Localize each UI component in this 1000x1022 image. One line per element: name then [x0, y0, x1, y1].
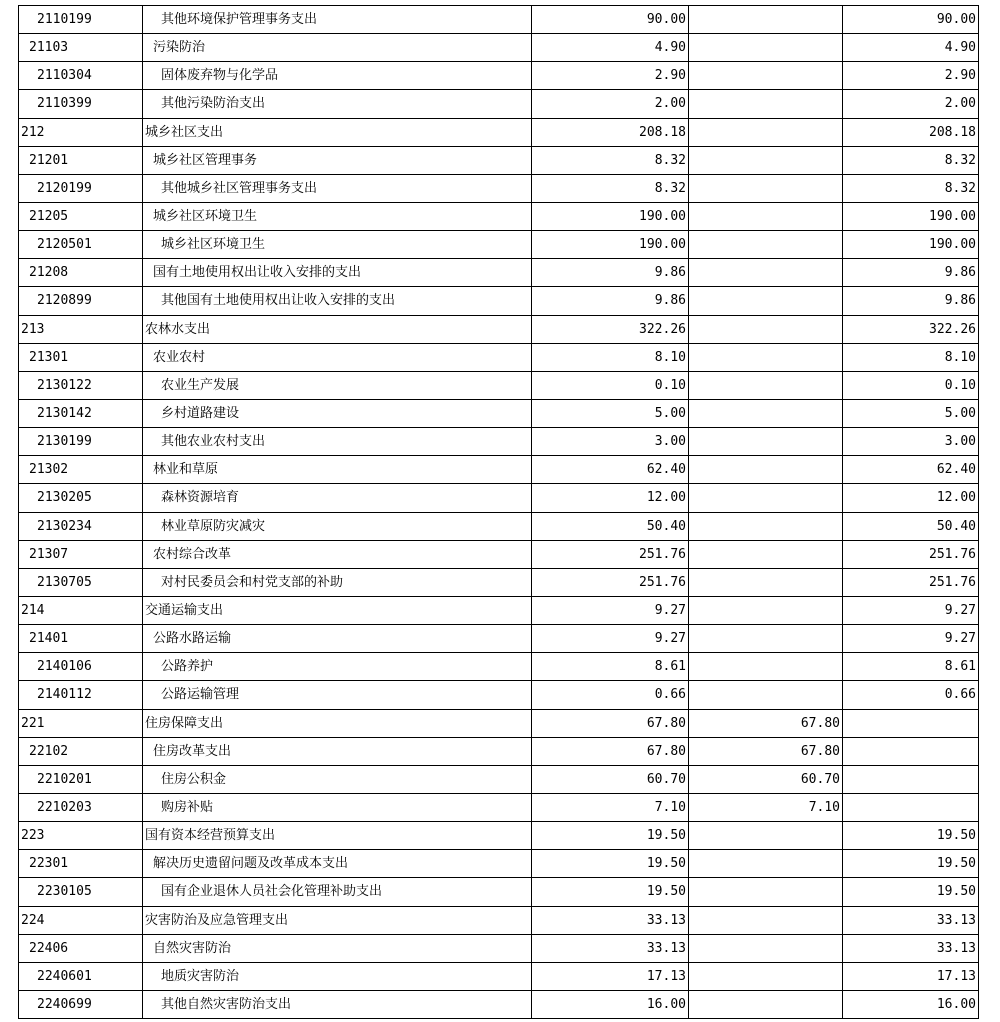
account-name-cell: 城乡社区支出	[143, 118, 532, 146]
basic-expenditure-cell	[689, 456, 843, 484]
basic-expenditure-cell: 67.80	[689, 709, 843, 737]
table-row	[19, 962, 979, 990]
basic-expenditure-cell	[689, 428, 843, 456]
account-name-cell: 乡村道路建设	[143, 399, 532, 427]
account-name-cell: 自然灾害防治	[143, 934, 532, 962]
project-expenditure-cell: 5.00	[843, 399, 979, 427]
table-row	[19, 793, 979, 821]
account-name-cell: 其他农业农村支出	[143, 428, 532, 456]
project-expenditure-cell: 208.18	[843, 118, 979, 146]
table-row	[19, 399, 979, 427]
total-amount-cell: 19.50	[532, 822, 689, 850]
account-code-cell: 214	[19, 596, 143, 624]
project-expenditure-cell: 33.13	[843, 934, 979, 962]
table-row	[19, 287, 979, 315]
table-row	[19, 315, 979, 343]
total-amount-cell: 0.66	[532, 681, 689, 709]
account-code-cell: 2230105	[19, 878, 143, 906]
account-code-cell: 22301	[19, 850, 143, 878]
table-row	[19, 34, 979, 62]
total-amount-cell: 0.10	[532, 371, 689, 399]
account-code-cell: 2110399	[19, 90, 143, 118]
total-amount-cell: 7.10	[532, 793, 689, 821]
project-expenditure-cell: 9.86	[843, 287, 979, 315]
total-amount-cell: 3.00	[532, 428, 689, 456]
table-row	[19, 512, 979, 540]
account-name-cell: 公路养护	[143, 653, 532, 681]
basic-expenditure-cell	[689, 962, 843, 990]
project-expenditure-cell	[843, 709, 979, 737]
account-code-cell: 21201	[19, 146, 143, 174]
project-expenditure-cell: 19.50	[843, 822, 979, 850]
table-row	[19, 456, 979, 484]
table-row	[19, 568, 979, 596]
account-name-cell: 购房补贴	[143, 793, 532, 821]
account-name-cell: 解决历史遗留问题及改革成本支出	[143, 850, 532, 878]
basic-expenditure-cell	[689, 934, 843, 962]
basic-expenditure-cell	[689, 681, 843, 709]
account-code-cell: 2120199	[19, 174, 143, 202]
account-name-cell: 住房公积金	[143, 765, 532, 793]
table-row	[19, 765, 979, 793]
account-code-cell: 22102	[19, 737, 143, 765]
account-name-cell: 其他污染防治支出	[143, 90, 532, 118]
project-expenditure-cell: 17.13	[843, 962, 979, 990]
project-expenditure-cell: 4.90	[843, 34, 979, 62]
basic-expenditure-cell	[689, 62, 843, 90]
account-name-cell: 森林资源培育	[143, 484, 532, 512]
total-amount-cell: 16.00	[532, 990, 689, 1018]
project-expenditure-cell: 251.76	[843, 540, 979, 568]
total-amount-cell: 9.86	[532, 287, 689, 315]
table-row	[19, 625, 979, 653]
basic-expenditure-cell	[689, 878, 843, 906]
project-expenditure-cell: 19.50	[843, 850, 979, 878]
basic-expenditure-cell	[689, 6, 843, 34]
account-code-cell: 213	[19, 315, 143, 343]
total-amount-cell: 33.13	[532, 906, 689, 934]
total-amount-cell: 12.00	[532, 484, 689, 512]
project-expenditure-cell: 8.32	[843, 146, 979, 174]
project-expenditure-cell: 90.00	[843, 6, 979, 34]
table-row	[19, 681, 979, 709]
total-amount-cell: 33.13	[532, 934, 689, 962]
project-expenditure-cell: 2.90	[843, 62, 979, 90]
account-name-cell: 国有资本经营预算支出	[143, 822, 532, 850]
table-row	[19, 737, 979, 765]
account-code-cell: 2120501	[19, 231, 143, 259]
account-name-cell: 农业农村	[143, 343, 532, 371]
total-amount-cell: 60.70	[532, 765, 689, 793]
project-expenditure-cell: 8.61	[843, 653, 979, 681]
account-code-cell: 2130199	[19, 428, 143, 456]
account-code-cell: 21302	[19, 456, 143, 484]
account-code-cell: 21307	[19, 540, 143, 568]
basic-expenditure-cell	[689, 625, 843, 653]
account-code-cell: 2110304	[19, 62, 143, 90]
basic-expenditure-cell	[689, 371, 843, 399]
account-code-cell: 22406	[19, 934, 143, 962]
basic-expenditure-cell	[689, 34, 843, 62]
account-code-cell: 2140112	[19, 681, 143, 709]
account-code-cell: 2130205	[19, 484, 143, 512]
total-amount-cell: 4.90	[532, 34, 689, 62]
account-code-cell: 2130705	[19, 568, 143, 596]
budget-expenditure-table	[18, 5, 979, 1019]
basic-expenditure-cell	[689, 315, 843, 343]
project-expenditure-cell: 190.00	[843, 202, 979, 230]
account-name-cell: 灾害防治及应急管理支出	[143, 906, 532, 934]
table-row	[19, 934, 979, 962]
account-name-cell: 地质灾害防治	[143, 962, 532, 990]
table-row	[19, 343, 979, 371]
account-name-cell: 住房改革支出	[143, 737, 532, 765]
total-amount-cell: 62.40	[532, 456, 689, 484]
project-expenditure-cell: 12.00	[843, 484, 979, 512]
table-row	[19, 878, 979, 906]
project-expenditure-cell: 0.10	[843, 371, 979, 399]
table-row	[19, 822, 979, 850]
account-code-cell: 2210201	[19, 765, 143, 793]
basic-expenditure-cell	[689, 287, 843, 315]
basic-expenditure-cell	[689, 231, 843, 259]
project-expenditure-cell: 251.76	[843, 568, 979, 596]
account-name-cell: 城乡社区环境卫生	[143, 202, 532, 230]
account-name-cell: 农村综合改革	[143, 540, 532, 568]
project-expenditure-cell	[843, 793, 979, 821]
basic-expenditure-cell	[689, 596, 843, 624]
table-row	[19, 990, 979, 1018]
account-name-cell: 林业草原防灾减灾	[143, 512, 532, 540]
table-row	[19, 653, 979, 681]
total-amount-cell: 208.18	[532, 118, 689, 146]
account-name-cell: 公路水路运输	[143, 625, 532, 653]
table-row	[19, 231, 979, 259]
table-row	[19, 6, 979, 34]
account-code-cell: 2130122	[19, 371, 143, 399]
basic-expenditure-cell	[689, 822, 843, 850]
table-row	[19, 90, 979, 118]
account-name-cell: 城乡社区管理事务	[143, 146, 532, 174]
project-expenditure-cell	[843, 765, 979, 793]
account-code-cell: 2210203	[19, 793, 143, 821]
basic-expenditure-cell	[689, 484, 843, 512]
account-code-cell: 224	[19, 906, 143, 934]
account-code-cell: 2120899	[19, 287, 143, 315]
account-code-cell: 21205	[19, 202, 143, 230]
total-amount-cell: 90.00	[532, 6, 689, 34]
total-amount-cell: 2.00	[532, 90, 689, 118]
total-amount-cell: 9.86	[532, 259, 689, 287]
total-amount-cell: 8.10	[532, 343, 689, 371]
project-expenditure-cell: 322.26	[843, 315, 979, 343]
account-name-cell: 国有土地使用权出让收入安排的支出	[143, 259, 532, 287]
table-row	[19, 371, 979, 399]
project-expenditure-cell: 9.27	[843, 596, 979, 624]
account-code-cell: 212	[19, 118, 143, 146]
basic-expenditure-cell	[689, 990, 843, 1018]
table-row	[19, 202, 979, 230]
total-amount-cell: 2.90	[532, 62, 689, 90]
total-amount-cell: 19.50	[532, 850, 689, 878]
account-code-cell: 2130142	[19, 399, 143, 427]
total-amount-cell: 322.26	[532, 315, 689, 343]
basic-expenditure-cell	[689, 906, 843, 934]
total-amount-cell: 50.40	[532, 512, 689, 540]
project-expenditure-cell: 8.32	[843, 174, 979, 202]
account-name-cell: 农林水支出	[143, 315, 532, 343]
project-expenditure-cell: 0.66	[843, 681, 979, 709]
project-expenditure-cell: 2.00	[843, 90, 979, 118]
total-amount-cell: 251.76	[532, 568, 689, 596]
basic-expenditure-cell	[689, 118, 843, 146]
basic-expenditure-cell	[689, 146, 843, 174]
account-code-cell: 2110199	[19, 6, 143, 34]
basic-expenditure-cell	[689, 850, 843, 878]
table-row	[19, 709, 979, 737]
total-amount-cell: 67.80	[532, 709, 689, 737]
total-amount-cell: 8.61	[532, 653, 689, 681]
basic-expenditure-cell: 67.80	[689, 737, 843, 765]
table-row	[19, 62, 979, 90]
project-expenditure-cell: 3.00	[843, 428, 979, 456]
total-amount-cell: 8.32	[532, 146, 689, 174]
account-name-cell: 住房保障支出	[143, 709, 532, 737]
total-amount-cell: 190.00	[532, 231, 689, 259]
basic-expenditure-cell	[689, 568, 843, 596]
basic-expenditure-cell	[689, 512, 843, 540]
table-row	[19, 259, 979, 287]
total-amount-cell: 8.32	[532, 174, 689, 202]
basic-expenditure-cell	[689, 202, 843, 230]
basic-expenditure-cell	[689, 399, 843, 427]
account-code-cell: 21208	[19, 259, 143, 287]
account-name-cell: 国有企业退休人员社会化管理补助支出	[143, 878, 532, 906]
account-name-cell: 交通运输支出	[143, 596, 532, 624]
table-row	[19, 906, 979, 934]
total-amount-cell: 5.00	[532, 399, 689, 427]
basic-expenditure-cell	[689, 174, 843, 202]
table-row	[19, 540, 979, 568]
account-code-cell: 21301	[19, 343, 143, 371]
project-expenditure-cell: 50.40	[843, 512, 979, 540]
table-row	[19, 850, 979, 878]
account-code-cell: 2240601	[19, 962, 143, 990]
account-name-cell: 林业和草原	[143, 456, 532, 484]
basic-expenditure-cell: 7.10	[689, 793, 843, 821]
account-name-cell: 污染防治	[143, 34, 532, 62]
account-code-cell: 221	[19, 709, 143, 737]
table-body	[19, 6, 979, 1019]
account-name-cell: 农业生产发展	[143, 371, 532, 399]
account-code-cell: 223	[19, 822, 143, 850]
table-row	[19, 596, 979, 624]
table-row	[19, 484, 979, 512]
table-row	[19, 146, 979, 174]
total-amount-cell: 67.80	[532, 737, 689, 765]
project-expenditure-cell: 8.10	[843, 343, 979, 371]
account-name-cell: 其他国有土地使用权出让收入安排的支出	[143, 287, 532, 315]
project-expenditure-cell	[843, 737, 979, 765]
account-name-cell: 城乡社区环境卫生	[143, 231, 532, 259]
total-amount-cell: 9.27	[532, 625, 689, 653]
project-expenditure-cell: 9.27	[843, 625, 979, 653]
total-amount-cell: 251.76	[532, 540, 689, 568]
table-row	[19, 174, 979, 202]
account-code-cell: 2240699	[19, 990, 143, 1018]
project-expenditure-cell: 33.13	[843, 906, 979, 934]
project-expenditure-cell: 19.50	[843, 878, 979, 906]
account-name-cell: 其他自然灾害防治支出	[143, 990, 532, 1018]
project-expenditure-cell: 9.86	[843, 259, 979, 287]
account-name-cell: 其他城乡社区管理事务支出	[143, 174, 532, 202]
basic-expenditure-cell: 60.70	[689, 765, 843, 793]
basic-expenditure-cell	[689, 653, 843, 681]
account-name-cell: 对村民委员会和村党支部的补助	[143, 568, 532, 596]
account-name-cell: 公路运输管理	[143, 681, 532, 709]
basic-expenditure-cell	[689, 259, 843, 287]
total-amount-cell: 190.00	[532, 202, 689, 230]
table-row	[19, 118, 979, 146]
account-name-cell: 其他环境保护管理事务支出	[143, 6, 532, 34]
account-code-cell: 21401	[19, 625, 143, 653]
total-amount-cell: 17.13	[532, 962, 689, 990]
account-name-cell: 固体废弃物与化学品	[143, 62, 532, 90]
account-code-cell: 2130234	[19, 512, 143, 540]
table-row	[19, 428, 979, 456]
project-expenditure-cell: 16.00	[843, 990, 979, 1018]
total-amount-cell: 9.27	[532, 596, 689, 624]
account-code-cell: 2140106	[19, 653, 143, 681]
basic-expenditure-cell	[689, 90, 843, 118]
basic-expenditure-cell	[689, 540, 843, 568]
project-expenditure-cell: 62.40	[843, 456, 979, 484]
basic-expenditure-cell	[689, 343, 843, 371]
total-amount-cell: 19.50	[532, 878, 689, 906]
project-expenditure-cell: 190.00	[843, 231, 979, 259]
account-code-cell: 21103	[19, 34, 143, 62]
